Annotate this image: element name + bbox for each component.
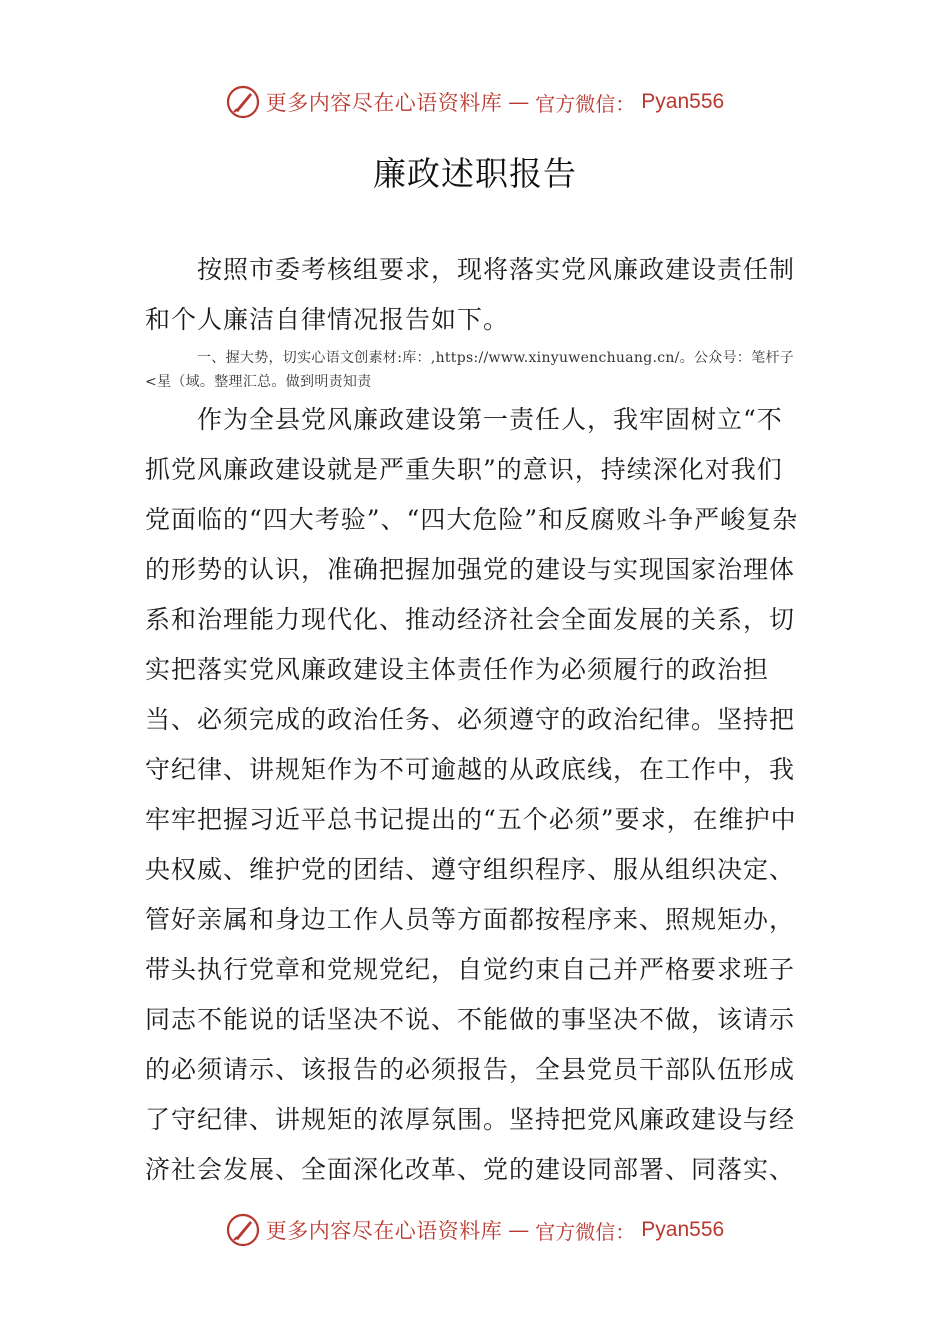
banner-dash: — (508, 1218, 530, 1242)
paragraph-intro: 按照市委考核组要求，现将落实党风廉政建设责任制和个人廉洁自律情况报告如下。 (145, 255, 796, 334)
banner-dash: — (508, 90, 530, 114)
quill-logo-icon (226, 1213, 260, 1247)
paragraph-main: 作为全县党风廉政建设第一责任人，我牢固树立“不抓党风廉政建设就是严重失职”的意识，持续深化对我们党面临的“四大考验”、“四大危险”和反腐败斗争严峻复杂的形势的认识，准确把握加强党的建设与实现国家治理体系和治理能力现代化、推动经济社会全面发展的关系，切实把落实党风廉政建设主体责任作为必须履行的政治担当、必须完成的政治任务、必须遵守的政治纪律。坚持把守纪律、讲规矩作为不可逾越的从政底线，在工作中，我牢牢把握习近平总书记提出的“五个必须”要求，在维护中央权威、维护党的团结、遵守组织程序、服从组织决定、管好亲属和身边工作人员等方面都按程序来、照规矩办，带头执行党章和党规党纪，自觉约束自己并严格要求班子同志不能说的话坚决不说、不能做的事坚决不做，该请示的必须请示、该报告的必须报告，全县党员干部队伍形成了守纪律、讲规矩的浓厚氛围。坚持把党风廉政建设与经济社会发展、全面深化改革、党的建设同部署、同落实、 (145, 405, 799, 1184)
source-note: 一、握大势，切实心语文创素材:库：,https://www.xinyuwenchuang.cn/。公众号：笔杆子<星（域。整理汇总。做到明责知责 (145, 350, 795, 390)
banner-wechat-id: Pyan556 (641, 1218, 725, 1241)
header-banner (0, 82, 950, 122)
page-title: 廉政述职报告 (373, 154, 577, 193)
banner-wechat-label: 官方微信： (535, 1219, 636, 1244)
banner-text: 更多内容尽在心语资料库 (265, 91, 503, 115)
quill-logo-icon (226, 85, 260, 119)
banner-text: 更多内容尽在心语资料库 (265, 1219, 503, 1243)
footer-banner (0, 1210, 950, 1250)
banner-wechat-id: Pyan556 (641, 90, 725, 113)
banner-wechat-label: 官方微信： (535, 91, 636, 116)
